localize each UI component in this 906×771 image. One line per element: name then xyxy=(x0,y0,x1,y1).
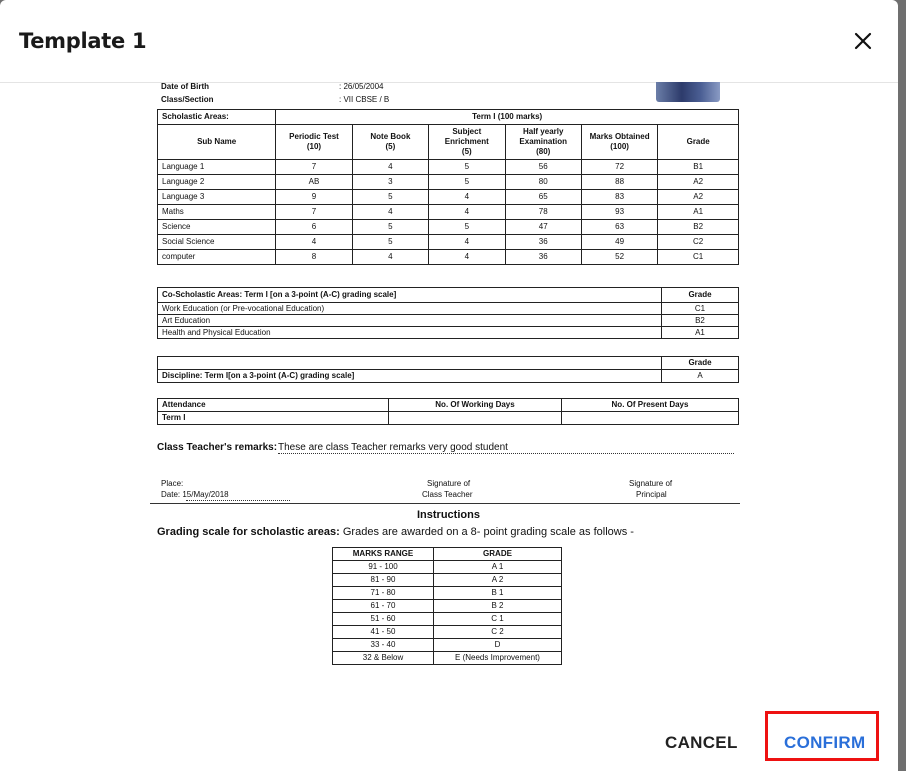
table-cell: 80 xyxy=(505,175,581,190)
table-cell: 4 xyxy=(276,235,352,250)
scholastic-header-cell: Grade xyxy=(658,125,739,160)
table-cell: 72 xyxy=(581,160,657,175)
table-cell: 5 xyxy=(429,160,505,175)
grade-cell: D xyxy=(434,639,562,652)
remarks-text: These are class Teacher remarks very good student xyxy=(278,442,508,453)
subject-name-cell: Language 2 xyxy=(158,175,276,190)
marks-range-cell: 33 - 40 xyxy=(333,639,434,652)
table-row xyxy=(158,220,739,235)
table-cell: 8 xyxy=(276,250,352,265)
grade-cell: B 2 xyxy=(434,600,562,613)
footer-divider xyxy=(150,503,740,504)
marks-range-cell: 32 & Below xyxy=(333,652,434,665)
coscholastic-grade-cell: A1 xyxy=(662,327,739,339)
working-days-header: No. Of Working Days xyxy=(389,399,562,412)
teacher-signature-line2: Class Teacher xyxy=(422,490,473,499)
table-row xyxy=(333,639,562,652)
table-row xyxy=(333,574,562,587)
grade-cell: A 2 xyxy=(434,574,562,587)
dob-value: : 26/05/2004 xyxy=(339,82,384,91)
table-cell: 36 xyxy=(505,250,581,265)
table-cell: 3 xyxy=(352,175,428,190)
scholastic-header-cell: Note Book (5) xyxy=(352,125,428,160)
table-row xyxy=(158,205,739,220)
scholastic-header-cell: Half yearly Examination (80) xyxy=(505,125,581,160)
close-icon-glyph xyxy=(849,27,877,55)
table-cell: 36 xyxy=(505,235,581,250)
coscholastic-grade-cell: B2 xyxy=(662,315,739,327)
marks-range-cell: 41 - 50 xyxy=(333,626,434,639)
table-cell: AB xyxy=(276,175,352,190)
discipline-grade-header: Grade xyxy=(662,357,739,370)
scholastic-table xyxy=(157,109,739,265)
class-value: : VII CBSE / B xyxy=(339,95,390,104)
term-label: Term I (100 marks) xyxy=(276,110,739,125)
table-row xyxy=(333,652,562,665)
scholastic-header-cell: Sub Name xyxy=(158,125,276,160)
report-card-preview xyxy=(150,82,750,682)
table-cell: 93 xyxy=(581,205,657,220)
table-row xyxy=(333,561,562,574)
teacher-signature-line1: Signature of xyxy=(427,479,471,488)
grade-header: GRADE xyxy=(434,548,562,561)
table-cell: 78 xyxy=(505,205,581,220)
table-cell: C2 xyxy=(658,235,739,250)
table-cell: 4 xyxy=(429,190,505,205)
date-label: Date: 15/May/2018 xyxy=(161,490,229,499)
grading-scale-body xyxy=(333,561,562,665)
table-cell: 5 xyxy=(429,220,505,235)
table-cell: 6 xyxy=(276,220,352,235)
subject-name-cell: Maths xyxy=(158,205,276,220)
scholastic-areas-label: Scholastic Areas: xyxy=(158,110,276,125)
grade-cell: C 1 xyxy=(434,613,562,626)
table-cell: 63 xyxy=(581,220,657,235)
subject-name-cell: computer xyxy=(158,250,276,265)
confirm-highlight-box xyxy=(765,711,879,761)
cancel-button[interactable]: CANCEL xyxy=(665,733,738,752)
table-row xyxy=(333,587,562,600)
coscholastic-area-cell: Work Education (or Pre-vocational Education) xyxy=(158,303,662,315)
table-cell: 47 xyxy=(505,220,581,235)
attendance-label: Attendance xyxy=(158,399,389,412)
table-cell: 5 xyxy=(352,220,428,235)
principal-signature-line2: Principal xyxy=(636,490,667,499)
table-row xyxy=(158,303,739,315)
coscholastic-area-cell: Health and Physical Education xyxy=(158,327,662,339)
remarks-dotted-line xyxy=(278,453,734,454)
confirm-button[interactable]: CONFIRM xyxy=(784,733,866,752)
coscholastic-body xyxy=(158,303,739,339)
place-label: Place: xyxy=(161,479,184,488)
discipline-blank xyxy=(158,357,662,370)
table-cell: 5 xyxy=(352,190,428,205)
working-days-value xyxy=(389,412,562,425)
table-cell: 4 xyxy=(429,205,505,220)
grade-cell: E (Needs Improvement) xyxy=(434,652,562,665)
grade-cell: B 1 xyxy=(434,587,562,600)
scholastic-header-cell: Marks Obtained (100) xyxy=(581,125,657,160)
table-cell: 88 xyxy=(581,175,657,190)
grading-scale-table xyxy=(332,547,562,665)
table-cell: 9 xyxy=(276,190,352,205)
scholastic-body xyxy=(158,160,739,265)
table-cell: 4 xyxy=(352,205,428,220)
grade-cell: C 2 xyxy=(434,626,562,639)
table-cell: 7 xyxy=(276,205,352,220)
subject-name-cell: Language 3 xyxy=(158,190,276,205)
table-cell: 56 xyxy=(505,160,581,175)
table-row xyxy=(158,175,739,190)
marks-range-cell: 51 - 60 xyxy=(333,613,434,626)
table-row xyxy=(333,626,562,639)
table-cell: 5 xyxy=(429,175,505,190)
marks-range-cell: 81 - 90 xyxy=(333,574,434,587)
discipline-table xyxy=(157,356,739,383)
scholastic-header-cell: Periodic Test (10) xyxy=(276,125,352,160)
coscholastic-area-cell: Art Education xyxy=(158,315,662,327)
marks-range-header: MARKS RANGE xyxy=(333,548,434,561)
principal-signature-line1: Signature of xyxy=(629,479,673,488)
subject-name-cell: Science xyxy=(158,220,276,235)
table-cell: 83 xyxy=(581,190,657,205)
table-cell: A2 xyxy=(658,175,739,190)
subject-name-cell: Social Science xyxy=(158,235,276,250)
table-cell: 65 xyxy=(505,190,581,205)
table-cell: 49 xyxy=(581,235,657,250)
discipline-label: Discipline: Term I[on a 3-point (A-C) grading scale] xyxy=(158,370,662,383)
grading-scale-text xyxy=(157,526,634,539)
coscholastic-grade-header: Grade xyxy=(662,288,739,303)
dialog-header xyxy=(0,0,898,83)
table-row xyxy=(158,160,739,175)
coscholastic-grade-cell: C1 xyxy=(662,303,739,315)
coscholastic-table xyxy=(157,287,739,339)
scholastic-header-cell: Subject Enrichment (5) xyxy=(429,125,505,160)
table-row xyxy=(158,327,739,339)
table-cell: 7 xyxy=(276,160,352,175)
close-icon[interactable] xyxy=(849,27,877,55)
table-cell: B2 xyxy=(658,220,739,235)
remarks-label: Class Teacher's remarks: xyxy=(157,442,278,453)
grading-scale-description: Grades are awarded on a 8- point grading scale as follows - xyxy=(339,526,634,538)
subject-name-cell: Language 1 xyxy=(158,160,276,175)
instructions-title: Instructions xyxy=(417,509,480,521)
table-cell: B1 xyxy=(658,160,739,175)
table-row xyxy=(333,600,562,613)
table-cell: 4 xyxy=(352,160,428,175)
student-photo xyxy=(656,82,720,102)
date-dotted-line xyxy=(186,500,290,501)
table-row xyxy=(333,613,562,626)
coscholastic-header: Co-Scholastic Areas: Term I [on a 3-point (A-C) grading scale] xyxy=(158,288,662,303)
attendance-term: Term I xyxy=(158,412,389,425)
table-row xyxy=(158,235,739,250)
marks-range-cell: 91 - 100 xyxy=(333,561,434,574)
table-row xyxy=(158,250,739,265)
marks-range-cell: 71 - 80 xyxy=(333,587,434,600)
table-cell: 4 xyxy=(352,250,428,265)
table-cell: A1 xyxy=(658,205,739,220)
dob-label: Date of Birth xyxy=(161,82,209,91)
scholastic-header-row xyxy=(158,125,739,160)
attendance-table xyxy=(157,398,739,425)
table-row xyxy=(158,190,739,205)
dialog-title: Template 1 xyxy=(19,29,147,53)
table-cell: 4 xyxy=(429,250,505,265)
table-cell: 5 xyxy=(352,235,428,250)
table-cell: 52 xyxy=(581,250,657,265)
discipline-grade: A xyxy=(662,370,739,383)
table-cell: 4 xyxy=(429,235,505,250)
present-days-header: No. Of Present Days xyxy=(562,399,739,412)
table-cell: C1 xyxy=(658,250,739,265)
present-days-value xyxy=(562,412,739,425)
table-cell: A2 xyxy=(658,190,739,205)
grading-scale-label: Grading scale for scholastic areas: xyxy=(157,526,340,538)
grade-cell: A 1 xyxy=(434,561,562,574)
table-row xyxy=(158,315,739,327)
marks-range-cell: 61 - 70 xyxy=(333,600,434,613)
class-label: Class/Section xyxy=(161,95,214,104)
